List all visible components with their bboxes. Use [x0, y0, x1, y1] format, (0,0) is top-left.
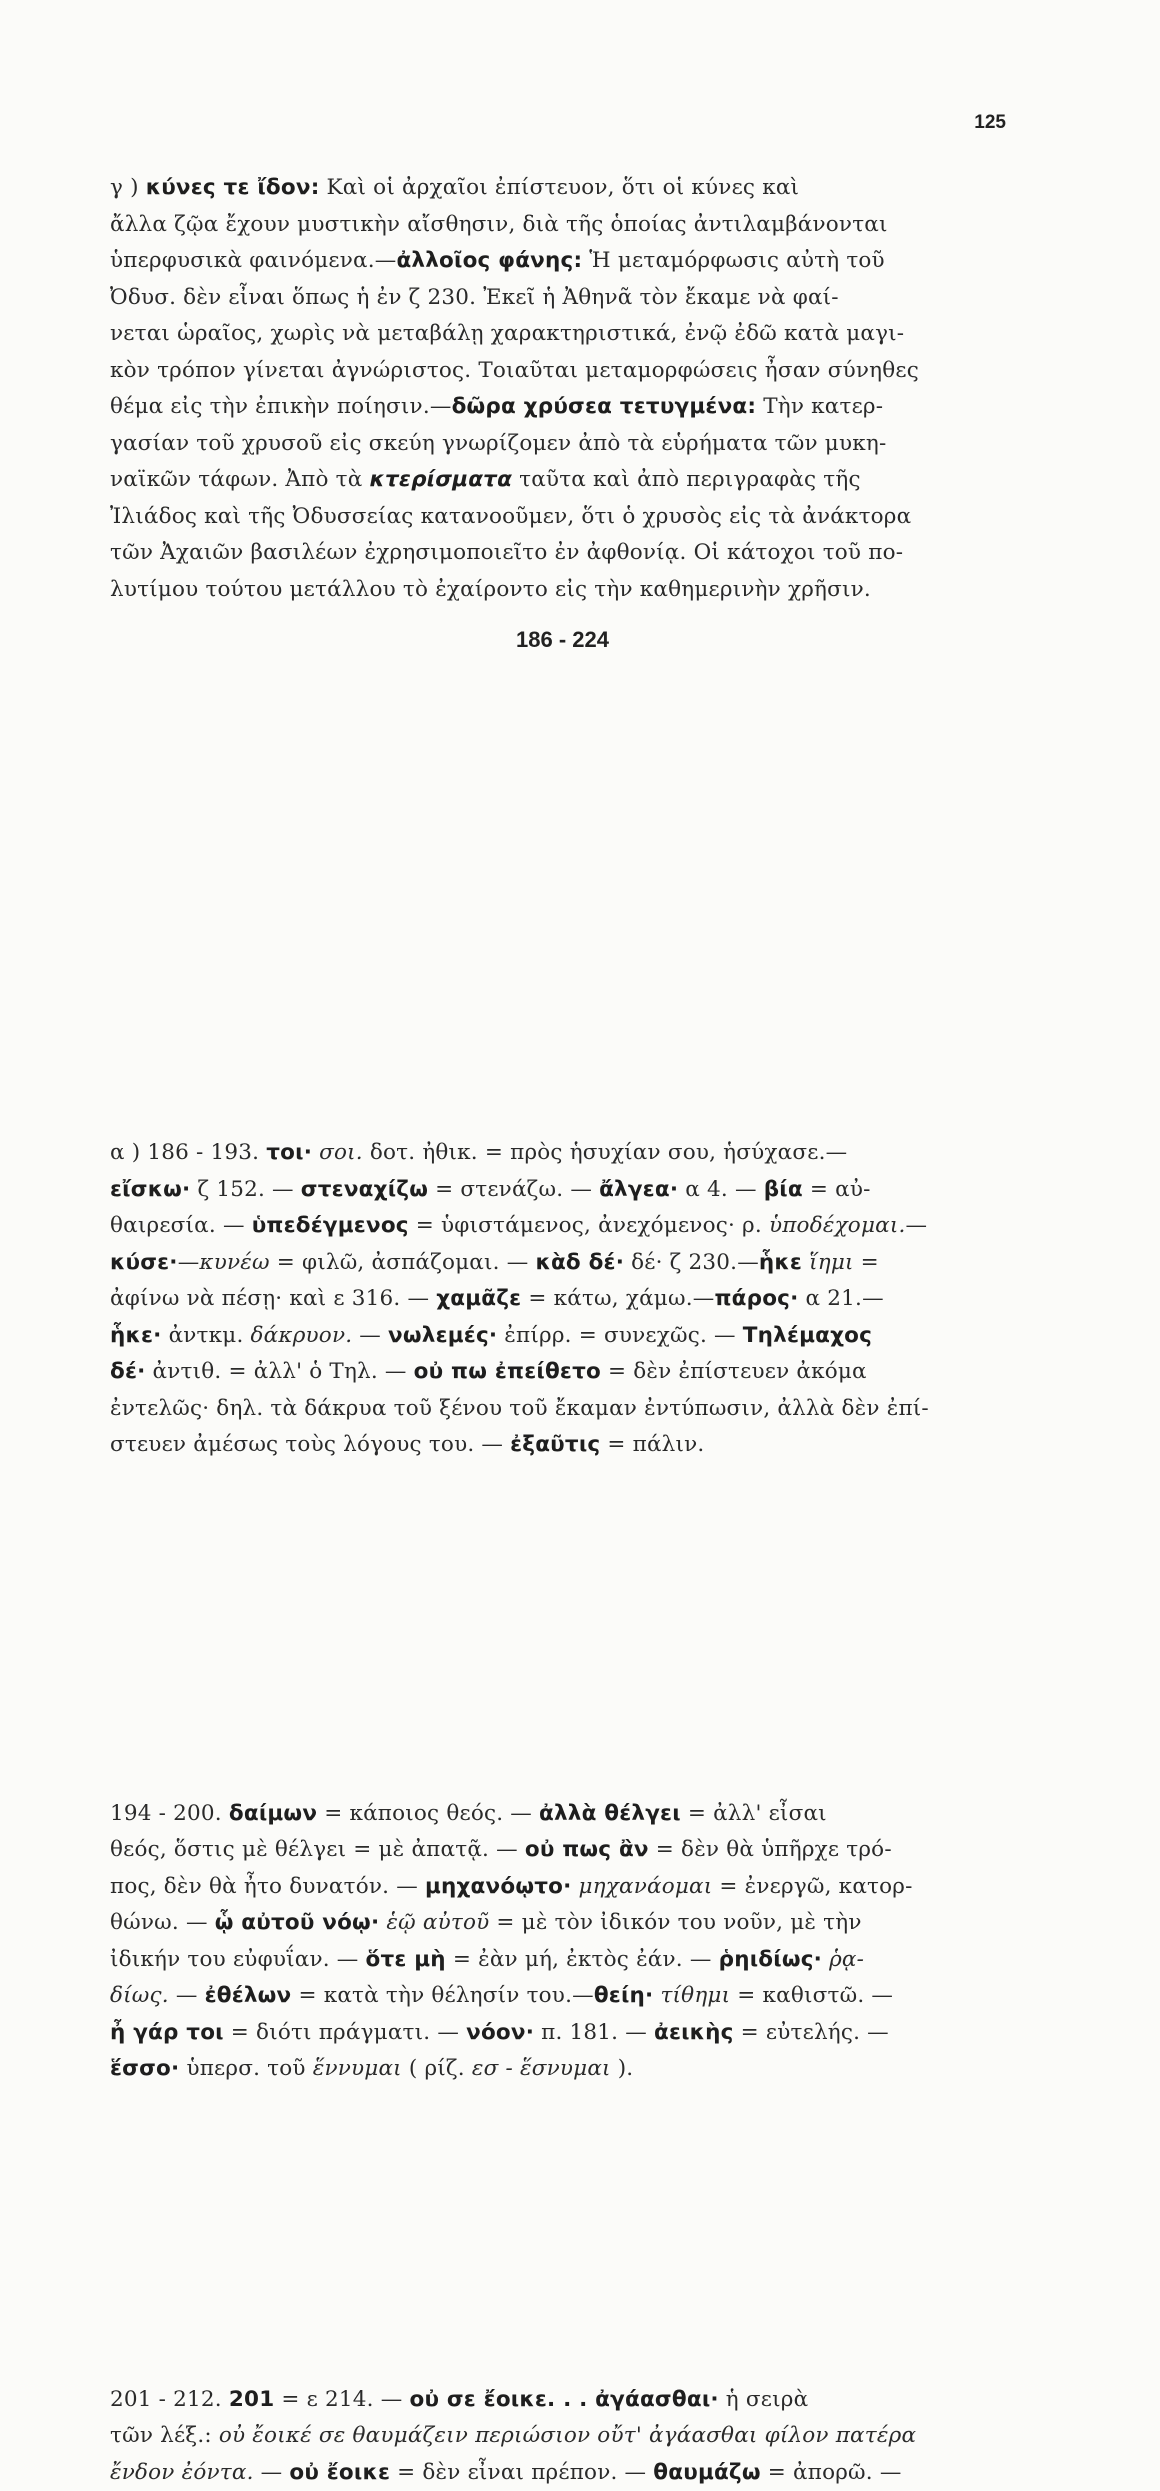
text-segment: τίθημι: [653, 1983, 730, 2008]
text-segment: μηχανάομαι: [571, 1874, 712, 1899]
text-line: [110, 1905, 1015, 1942]
text-line: [110, 1354, 1015, 1391]
text-line: [110, 389, 1015, 426]
text-segment: = μὲ τὸν ἰδικόν του νοῦν, μὲ τὴν: [489, 1910, 861, 1935]
paragraph: [110, 1135, 1015, 1464]
text-segment: = αὐ-: [803, 1177, 871, 1202]
lemma-term: νόον·: [466, 2020, 534, 2045]
lemma-term: κτερίσματα: [370, 467, 513, 492]
text-segment: α ) 186 - 193.: [110, 1140, 266, 1165]
lemma-term: τοι·: [266, 1140, 312, 1165]
text-segment: γασίαν τοῦ χρυσοῦ εἰς σκεύη γνωρίζομεν ἀπὸ τὰ εὑρήματα τῶν μυκη-: [110, 431, 886, 456]
lemma-term: θείη·: [594, 1983, 654, 2008]
page-number: 125: [950, 112, 1006, 134]
lemma-term: ἀεικὴς: [654, 2020, 734, 2045]
lemma-term: ἧκε·: [110, 1323, 162, 1348]
text-segment: ).: [611, 2056, 634, 2081]
text-line: [110, 462, 1015, 499]
body-text: [0, 0, 1160, 1168]
text-segment: Τὴν κατερ-: [756, 394, 883, 419]
text-segment: = κατὰ τὴν θέλησίν του.—: [291, 1983, 593, 2008]
lemma-term: Τηλέμαχος: [743, 1323, 872, 1348]
text-segment: δίως.: [110, 1983, 169, 2008]
lemma-term: ἦ γάρ τοι: [110, 2020, 224, 2045]
text-line: [110, 1172, 1015, 1209]
text-segment: —: [906, 1213, 928, 1238]
text-segment: —: [169, 1983, 205, 2008]
text-segment: —: [254, 2460, 290, 2485]
lemma-term: χαμᾶζε: [436, 1286, 521, 1311]
lemma-term: μηχανόῳτο·: [425, 1874, 572, 1899]
text-segment: = ὑφιστάμενος, ἀνεχόμενος· ρ.: [409, 1213, 769, 1238]
text-segment: δέ· ζ 230.—: [624, 1250, 759, 1275]
text-line: [110, 1942, 1015, 1979]
text-segment: ἀφίνω νὰ πέσῃ· καὶ ε 316. —: [110, 1286, 436, 1311]
text-segment: ἀντιθ. = ἀλλ' ὁ Τηλ. —: [146, 1359, 414, 1384]
text-segment: ὑπερσ. τοῦ: [179, 2056, 312, 2081]
text-segment: = καθιστῶ. —: [730, 1983, 893, 2008]
text-line: [110, 535, 1015, 572]
text-segment: Ἡ μεταμόρφωσις αὐτὴ τοῦ: [582, 248, 885, 273]
text-segment: γ ): [110, 175, 146, 200]
lemma-term: δέ·: [110, 1359, 146, 1384]
text-segment: ἕννυμαι: [313, 2056, 402, 2081]
text-line: [110, 1245, 1015, 1282]
text-segment: = δὲν εἶναι πρέπον. —: [390, 2460, 653, 2485]
text-segment: εσ - ἕσνυμαι: [472, 2056, 611, 2081]
text-line: [110, 1427, 1015, 1464]
text-segment: θεός, ὅστις μὲ θέλγει = μὲ ἀπατᾷ. —: [110, 1837, 525, 1862]
text-segment: = ἀπορῶ. —: [761, 2460, 902, 2485]
text-line: [110, 1391, 1015, 1428]
text-segment: —: [352, 1323, 388, 1348]
lemma-term: οὐ πως ἂν: [525, 1837, 649, 1862]
text-segment: θώνω. —: [110, 1910, 215, 1935]
text-segment: π. 181. —: [534, 2020, 654, 2045]
text-segment: = διότι πράγματι. —: [224, 2020, 466, 2045]
lemma-term: ὑπεδέγμενος: [252, 1213, 409, 1238]
text-segment: νεται ὡραῖος, χωρὶς νὰ μεταβάλῃ χαρακτηριστικά, ἐνῷ ἐδῶ κατὰ μαγι-: [110, 321, 904, 346]
lemma-term: ῥηιδίως·: [719, 1947, 822, 1972]
text-segment: α 4. —: [678, 1177, 763, 1202]
text-line: [110, 207, 1015, 244]
text-line: [110, 280, 1015, 317]
lemma-term: ἕσσο·: [110, 2056, 179, 2081]
text-segment: = ε 214. —: [274, 2387, 409, 2412]
text-segment: κυνέω: [199, 1250, 269, 1275]
text-segment: τῶν Ἀχαιῶν βασιλέων ἐχρησιμοποιεῖτο ἐν ἀφθονίᾳ. Οἱ κάτοχοι τοῦ πο-: [110, 540, 903, 565]
text-segment: ἔνδον ἐόντα.: [110, 2460, 254, 2485]
text-segment: = ἐνεργῶ, κατορ-: [712, 1874, 912, 1899]
text-line: [110, 1796, 1015, 1833]
text-line: [110, 1281, 1015, 1318]
text-segment: [379, 1910, 386, 1935]
paragraph: [110, 170, 1015, 608]
lemma-term: ἄλγεα·: [599, 1177, 678, 1202]
text-segment: ἀντκμ.: [162, 1323, 251, 1348]
lemma-term: βία: [764, 1177, 803, 1202]
text-segment: ἐντελῶς· δηλ. τὰ δάκρυα τοῦ ξένου τοῦ ἔκαμαν ἐντύπωσιν, ἀλλὰ δὲν ἐπί-: [110, 1396, 929, 1421]
lemma-term: οὐ σε ἔοικε. . . ἀγάασθαι·: [409, 2387, 718, 2412]
text-segment: θέμα εἰς τὴν ἐπικὴν ποίησιν.—: [110, 394, 452, 419]
text-segment: = στενάζω. —: [428, 1177, 599, 1202]
lemma-term: δαίμων: [229, 1801, 317, 1826]
text-line: [110, 1869, 1015, 1906]
text-line: [110, 2455, 1015, 2491]
text-segment: = κάτω, χάμω.—: [521, 1286, 714, 1311]
text-segment: δοτ. ἠθικ. = πρὸς ἡσυχίαν σου, ἡσύχασε.—: [363, 1140, 847, 1165]
text-line: [110, 2418, 1015, 2455]
text-line: [110, 2382, 1015, 2419]
lemma-term: ὅτε μὴ: [366, 1947, 446, 1972]
text-line: [110, 1208, 1015, 1245]
lemma-term: ἧκε: [759, 1250, 802, 1275]
paragraph: [110, 2382, 1015, 2491]
lemma-term: ἀλλοῖος φάνης:: [396, 248, 582, 273]
text-segment: = ἀλλ' εἶσαι: [681, 1801, 827, 1826]
text-line: [110, 243, 1015, 280]
text-segment: Καὶ οἱ ἀρχαῖοι ἐπίστευον, ὅτι οἱ κύνες καὶ: [320, 175, 800, 200]
text-segment: ῥᾳ-: [822, 1947, 864, 1972]
text-segment: οὐ ἔοικέ σε θαυμάζειν περιώσιον οὔτ' ἀγάασθαι φίλον πατέρα: [219, 2423, 916, 2448]
lemma-term: ἐξαῦτις: [510, 1432, 600, 1457]
lemma-term: 201: [229, 2387, 274, 2412]
lemma-term: κύνες τε ἴδον:: [146, 175, 320, 200]
text-segment: ὑποδέχομαι.: [769, 1213, 906, 1238]
text-segment: ἵημι: [809, 1250, 854, 1275]
text-segment: θαιρεσία. —: [110, 1213, 252, 1238]
text-segment: = φιλῶ, ἀσπάζομαι. —: [270, 1250, 536, 1275]
text-segment: τῶν λέξ.:: [110, 2423, 219, 2448]
lemma-term: στεναχίζω: [301, 1177, 428, 1202]
text-line: [110, 499, 1015, 536]
lemma-term: κὰδ δέ·: [535, 1250, 624, 1275]
text-segment: ἡ σειρὰ: [719, 2387, 809, 2412]
text-segment: στευεν ἀμέσως τοὺς λόγους του. —: [110, 1432, 510, 1457]
lemma-term: ᾧ αὐτοῦ νόῳ·: [215, 1910, 380, 1935]
text-segment: ἐπίρρ. = συνεχῶς. —: [497, 1323, 743, 1348]
text-line: [110, 170, 1015, 207]
text-segment: Ἰλιάδος καὶ τῆς Ὀδυσσείας κατανοοῦμεν, ὅτι ὁ χρυσὸς εἰς τὰ ἀνάκτορα: [110, 504, 911, 529]
text-segment: κὸν τρόπον γίνεται ἀγνώριστος. Τοιαῦται μεταμορφώσεις ἦσαν σύνηθες: [110, 358, 919, 383]
text-segment: —: [178, 1250, 200, 1275]
text-line: [110, 1978, 1015, 2015]
lemma-term: πάρος·: [714, 1286, 798, 1311]
text-segment: = ἐὰν μή, ἐκτὸς ἐάν. —: [446, 1947, 719, 1972]
text-line: [110, 572, 1015, 609]
paragraph: [110, 1796, 1015, 2088]
text-segment: λυτίμου τούτου μετάλλου τὸ ἐχαίροντο εἰς τὴν καθημερινὴν χρῆσιν.: [110, 577, 871, 602]
text-line: [110, 1135, 1015, 1172]
text-segment: =: [854, 1250, 879, 1275]
text-segment: ἰδικήν του εὐφυΐαν. —: [110, 1947, 366, 1972]
text-segment: ναϊκῶν τάφων. Ἀπὸ τὰ: [110, 467, 370, 492]
text-segment: ἄλλα ζῷα ἔχουν μυστικὴν αἴσθησιν, διὰ τῆς ὁποίας ἀντιλαμβάνονται: [110, 212, 888, 237]
text-segment: 201 - 212.: [110, 2387, 229, 2412]
text-segment: = πάλιν.: [600, 1432, 704, 1457]
text-segment: ( ρίζ.: [402, 2056, 472, 2081]
text-segment: = κάποιος θεός. —: [317, 1801, 539, 1826]
text-segment: δάκρυον.: [251, 1323, 353, 1348]
text-line: [110, 316, 1015, 353]
text-line: [110, 1318, 1015, 1355]
text-segment: πος, δὲν θὰ ἦτο δυνατόν. —: [110, 1874, 425, 1899]
text-line: [110, 2051, 1015, 2088]
lemma-term: κύσε·: [110, 1250, 178, 1275]
text-line: [110, 426, 1015, 463]
text-segment: ζ 152. —: [190, 1177, 300, 1202]
lemma-term: θαυμάζω: [653, 2460, 760, 2485]
text-segment: Ὀδυσ. δὲν εἶναι ὅπως ἡ ἐν ζ 230. Ἐκεῖ ἡ Ἀθηνᾶ τὸν ἔκαμε νὰ φαί-: [110, 285, 839, 310]
text-line: [110, 1832, 1015, 1869]
text-segment: ὑπερφυσικὰ φαινόμενα.—: [110, 248, 396, 273]
lemma-term: οὐ ἔοικε: [289, 2460, 390, 2485]
lemma-term: οὐ πω ἐπείθετο: [414, 1359, 601, 1384]
text-segment: = δὲν θὰ ὑπῆρχε τρό-: [649, 1837, 892, 1862]
lemma-term: ἐθέλων: [205, 1983, 292, 2008]
text-segment: α 21.—: [799, 1286, 884, 1311]
text-segment: σοι.: [312, 1140, 363, 1165]
text-line: [110, 2015, 1015, 2052]
section-heading: 186 - 224: [110, 627, 1015, 653]
text-segment: = εὐτελής. —: [734, 2020, 889, 2045]
lemma-term: δῶρα χρύσεα τετυγμένα:: [452, 394, 757, 419]
text-line: [110, 353, 1015, 390]
lemma-term: ἀλλὰ θέλγει: [539, 1801, 681, 1826]
lemma-term: εἴσκω·: [110, 1177, 190, 1202]
text-segment: 194 - 200.: [110, 1801, 229, 1826]
text-segment: = δὲν ἐπίστευεν ἀκόμα: [601, 1359, 867, 1384]
text-segment: ταῦτα καὶ ἀπὸ περιγραφὰς τῆς: [512, 467, 861, 492]
lemma-term: νωλεμές·: [388, 1323, 497, 1348]
text-segment: ἑῷ αὐτοῦ: [386, 1910, 489, 1935]
